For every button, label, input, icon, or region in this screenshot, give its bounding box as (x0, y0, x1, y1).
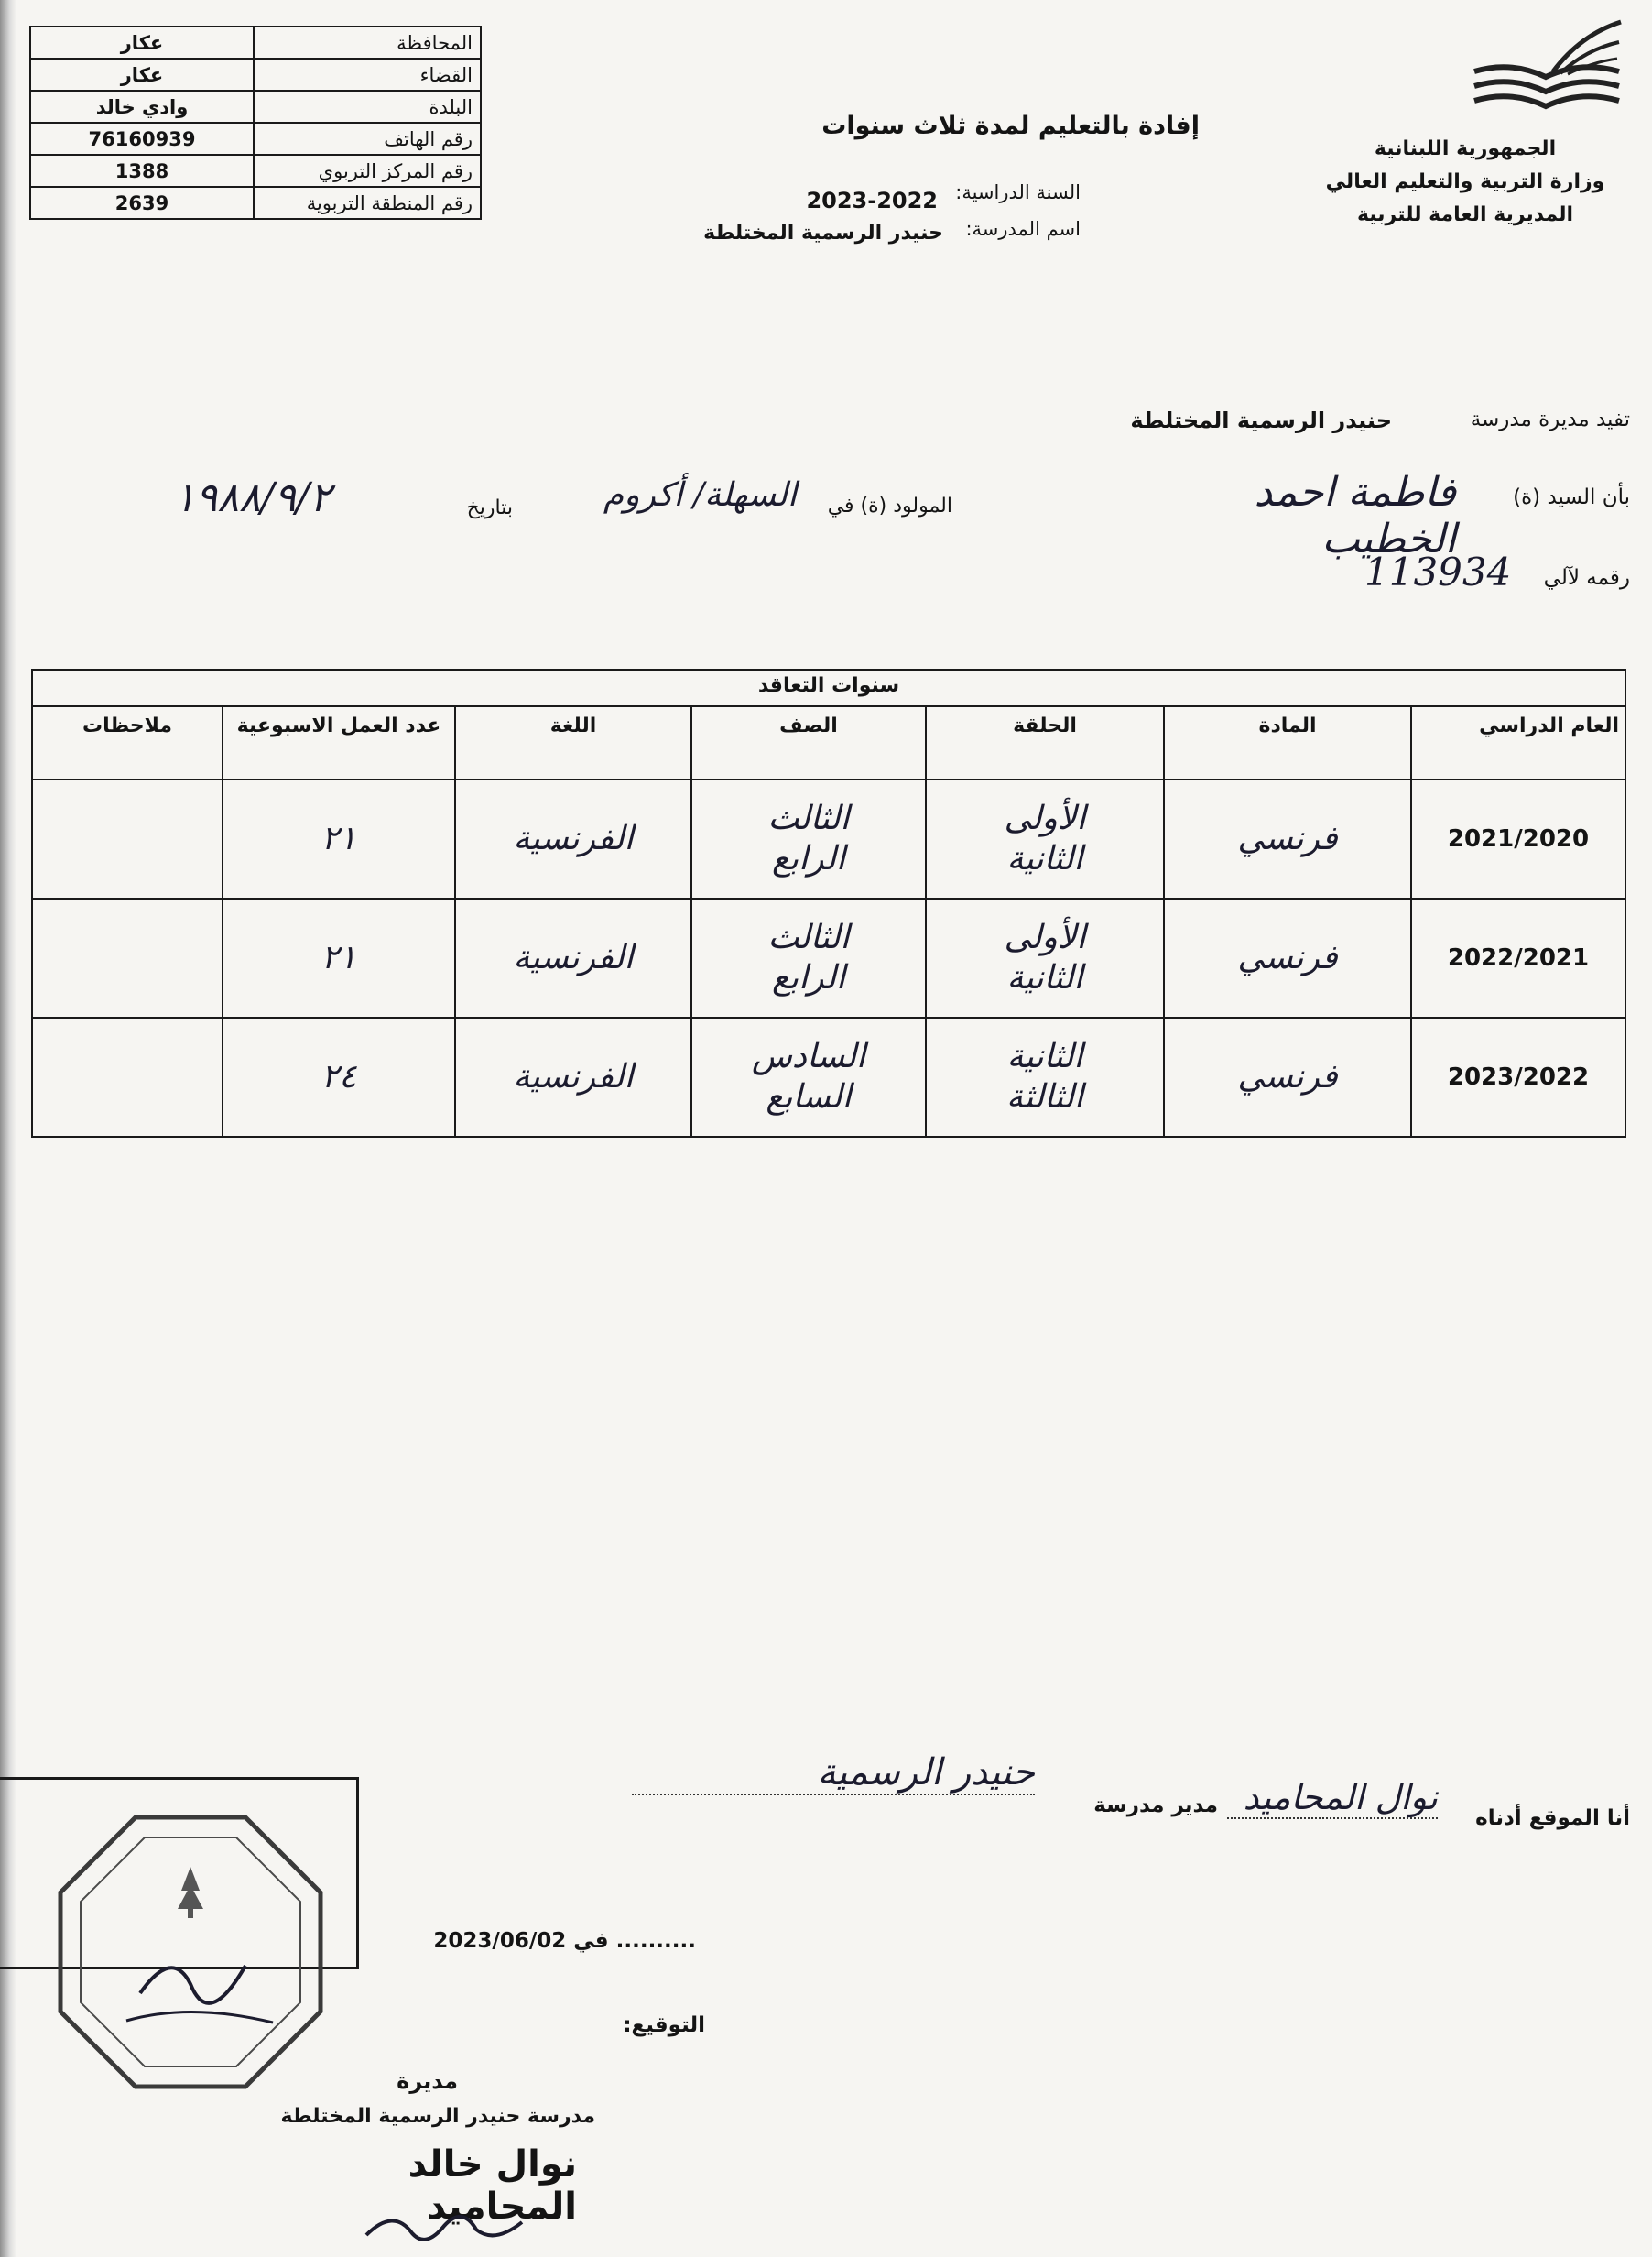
stamp-school: مدرسة حنيدر الرسمية المختلطة (280, 2105, 595, 2128)
cell-hours-text: ٢١ (321, 939, 357, 976)
header-subject: المادة (1164, 706, 1411, 780)
cell-year: 2021/2020 (1411, 780, 1625, 899)
school-value: حنيدر الرسمية المختلطة (703, 222, 943, 245)
cell-grade-line: السابع (766, 1078, 852, 1116)
info-label: القضاء (254, 59, 481, 91)
info-box (29, 26, 482, 220)
header-weekly-hours: عدد العمل الاسبوعية (223, 706, 455, 780)
cell-cycle-line: الأولى (1004, 800, 1086, 837)
signer-name-handwritten: نوال المحاميد (1227, 1777, 1438, 1819)
cell-hours (223, 1018, 455, 1137)
info-value: عكار (30, 27, 254, 59)
table-header-row (32, 706, 1625, 780)
info-value: 76160939 (30, 123, 254, 155)
header-language: اللغة (455, 706, 691, 780)
table-row (32, 780, 1625, 899)
info-label: رقم المركز التربوي (254, 155, 481, 187)
ministry-book-logo-icon (1465, 16, 1630, 117)
date-prefix: في (573, 1929, 609, 1953)
cell-notes (32, 780, 223, 899)
ministry-line-1: الجمهورية اللبنانية (1374, 137, 1557, 160)
cell-cycle-line: الثالثة (1006, 1078, 1083, 1116)
cell-grade-line: الرابع (771, 959, 845, 997)
info-row (30, 123, 481, 155)
cell-grade (691, 780, 926, 899)
table-row (32, 899, 1625, 1018)
official-seal-icon (53, 1810, 328, 2094)
signature-label: التوقيع: (623, 2013, 705, 2037)
cell-language-text: الفرنسية (513, 1058, 634, 1096)
cell-year: 2023/2022 (1411, 1018, 1625, 1137)
info-row (30, 59, 481, 91)
cell-hours-text: ٢٤ (321, 1058, 357, 1096)
cell-hours (223, 899, 455, 1018)
info-label: رقم الهاتف (254, 123, 481, 155)
cell-cycle-line: الثانية (1006, 840, 1083, 878)
info-value: وادي خالد (30, 91, 254, 123)
year-label: السنة الدراسية: (955, 181, 1081, 203)
intro-school-name: حنيدر الرسمية المختلطة (1130, 408, 1392, 433)
id-label: رقمه لآلي (1543, 566, 1630, 590)
year-value: 2023-2022 (806, 188, 938, 213)
cell-subject (1164, 1018, 1411, 1137)
ministry-line-2: وزارة التربية والتعليم العالي (1325, 170, 1605, 193)
cell-hours (223, 780, 455, 899)
info-label: المحافظة (254, 27, 481, 59)
cell-notes (32, 1018, 223, 1137)
date-value: 2023/06/02 (433, 1929, 567, 1953)
cell-grade-line: الثالث (767, 919, 850, 956)
school-label: اسم المدرسة: (965, 218, 1081, 240)
cell-cycle-line: الثانية (1006, 959, 1083, 997)
info-label: البلدة (254, 91, 481, 123)
cell-subject-text: فرنسي (1237, 939, 1338, 976)
date-label: بتاريخ (466, 496, 513, 519)
cell-language-text: الفرنسية (513, 939, 634, 976)
cell-subject-text: فرنسي (1237, 1058, 1338, 1096)
cell-year: 2022/2021 (1411, 899, 1625, 1018)
cell-grade-line: الرابع (771, 840, 845, 878)
cell-language (455, 780, 691, 899)
info-value: 1388 (30, 155, 254, 187)
born-label: المولود (ة) في (827, 495, 952, 518)
cell-grade-line: السادس (751, 1038, 866, 1075)
ministry-line-3: المديرية العامة للتربية (1356, 203, 1574, 226)
cell-language (455, 899, 691, 1018)
cell-subject (1164, 899, 1411, 1018)
header-notes: ملاحظات (32, 706, 223, 780)
cell-cycle (926, 1018, 1164, 1137)
cell-cycle (926, 899, 1164, 1018)
info-row (30, 91, 481, 123)
info-label: رقم المنطقة التربوية (254, 187, 481, 219)
cell-grade (691, 899, 926, 1018)
info-value: عكار (30, 59, 254, 91)
cell-subject-text: فرنسي (1237, 820, 1338, 857)
cell-cycle (926, 780, 1164, 899)
header-year: العام الدراسي (1411, 706, 1625, 780)
person-name-handwritten: فاطمة احمد الخطيب (1254, 469, 1456, 562)
cell-language-text: الفرنسية (513, 820, 634, 857)
cell-hours-text: ٢١ (321, 820, 357, 857)
table-caption-row (32, 670, 1625, 706)
cell-grade-line: الثالث (767, 800, 850, 837)
cell-notes (32, 899, 223, 1018)
handwritten-signature-icon (357, 2198, 531, 2253)
contract-years-table (31, 669, 1626, 1138)
info-value: 2639 (30, 187, 254, 219)
cell-subject (1164, 780, 1411, 899)
date-line (421, 1929, 696, 1953)
header-cycle: الحلقة (926, 706, 1164, 780)
signer-intro: أنا الموقع أدناه (1475, 1806, 1630, 1830)
id-value-handwritten: 113934 (1364, 550, 1512, 594)
cell-cycle-line: الثانية (1006, 1038, 1083, 1075)
stamp-title: مديرة (397, 2068, 458, 2094)
document-title: إفادة بالتعليم لمدة ثلاث سنوات (821, 112, 1200, 140)
stamp-name: نوال خالد المحاميد (408, 2143, 577, 2228)
person-label: بأن السيد (ة) (1513, 485, 1630, 509)
info-row (30, 155, 481, 187)
date-dots: .......... (615, 1929, 696, 1953)
birth-place-handwritten: السهلة/ أكروم (603, 476, 797, 514)
table-row (32, 1018, 1625, 1137)
table-caption: سنوات التعاقد (32, 670, 1625, 706)
intro-text: تفيد مديرة مدرسة (1470, 408, 1630, 431)
info-row (30, 187, 481, 219)
info-row (30, 27, 481, 59)
header-grade: الصف (691, 706, 926, 780)
cell-grade (691, 1018, 926, 1137)
school-name-handwritten: حنيدر الرسمية (632, 1751, 1035, 1795)
role-label: مدير مدرسة (1093, 1794, 1218, 1817)
cell-cycle-line: الأولى (1004, 919, 1086, 956)
cell-language (455, 1018, 691, 1137)
birth-date-handwritten: ١٩٨٨/٩/٢ (174, 474, 331, 521)
